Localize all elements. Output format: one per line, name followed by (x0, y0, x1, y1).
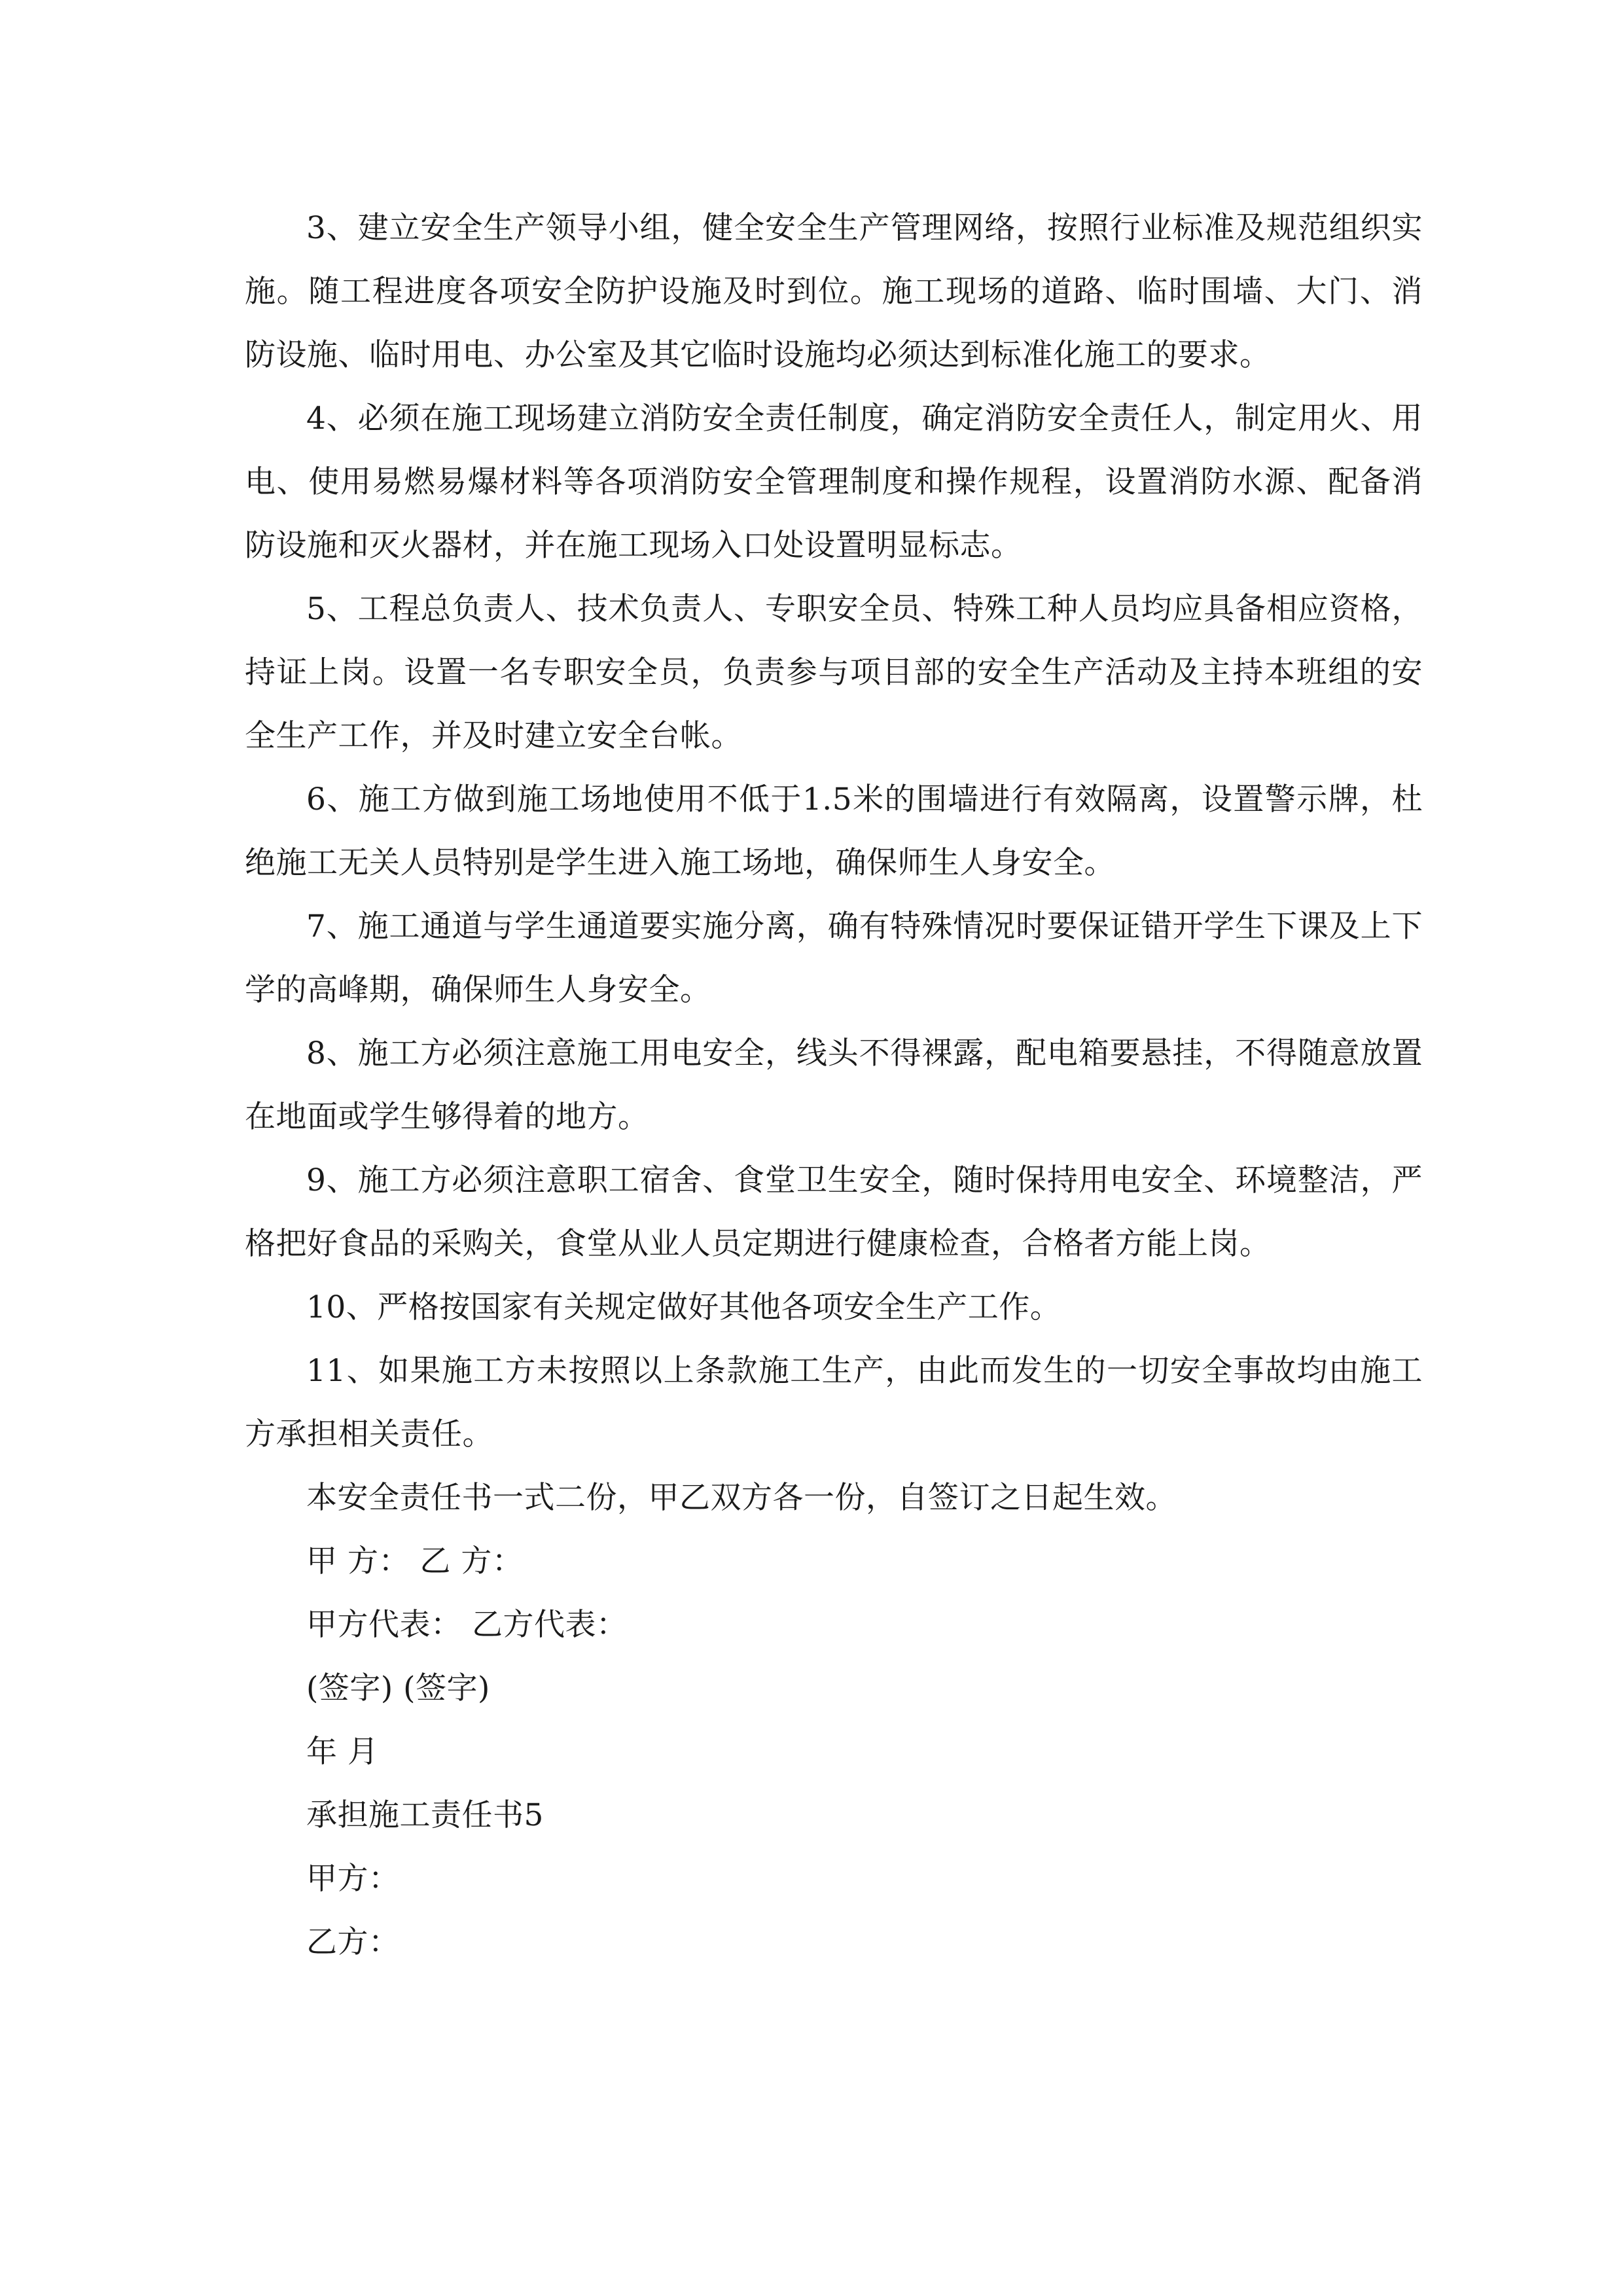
signature-labels: (签字) (签字) (306, 1670, 490, 1706)
party-labels: 甲 方： 乙 方： (306, 1543, 524, 1579)
representative-labels: 甲方代表： 乙方代表： (306, 1607, 628, 1643)
clause-3: 3、建立安全生产领导小组，健全安全生产管理网络，按照行业标准及规范组织实施。随工程进度各项安全防护设施及时到位。施工现场的道路、临时围墙、大门、消防设施、临时用电、办公室及其它临时设施均必须达到标准化施工的要求。 (245, 210, 1423, 373)
clause-7: 7、施工通道与学生通道要实施分离，确有特殊情况时要保证错开学生下课及上下学的高峰期，确保师生人身安全。 (245, 908, 1423, 1008)
clause-5: 5、工程总负责人、技术负责人、专职安全员、特殊工种人员均应具备相应资格，持证上岗。设置一名专职安全员，负责参与项目部的安全生产活动及主持本班组的安全生产工作，并及时建立安全台帐。 (245, 591, 1423, 754)
clause-10: 10、严格按国家有关规定做好其他各项安全生产工作。 (306, 1289, 1061, 1325)
party-b-label: 乙方： (306, 1924, 400, 1960)
section-title: 承担施工责任书5 (306, 1797, 544, 1833)
clause-9: 9、施工方必须注意职工宿舍、食堂卫生安全，随时保持用电安全、环境整洁，严格把好食品的采购关，食堂从业人员定期进行健康检查，合格者方能上岗。 (245, 1162, 1423, 1262)
date-line: 年 月 (306, 1734, 379, 1770)
clause-8: 8、施工方必须注意施工用电安全，线头不得裸露，配电箱要悬挂，不得随意放置在地面或学生够得着的地方。 (245, 1035, 1423, 1135)
document-body (245, 196, 1423, 1974)
party-a-label: 甲方： (306, 1861, 400, 1897)
clause-4: 4、必须在施工现场建立消防安全责任制度，确定消防安全责任人，制定用火、用电、使用易燃易爆材料等各项消防安全管理制度和操作规程，设置消防水源、配备消防设施和灭火器材，并在施工现场入口处设置明显标志。 (245, 401, 1423, 564)
clause-6: 6、施工方做到施工场地使用不低于1.5米的围墙进行有效隔离，设置警示牌，杜绝施工无关人员特别是学生进入施工场地，确保师生人身安全。 (245, 781, 1423, 881)
clause-11: 11、如果施工方未按照以上条款施工生产，由此而发生的一切安全事故均由施工方承担相关责任。 (245, 1353, 1423, 1452)
effective-clause: 本安全责任书一式二份，甲乙双方各一份，自签订之日起生效。 (306, 1480, 1177, 1516)
